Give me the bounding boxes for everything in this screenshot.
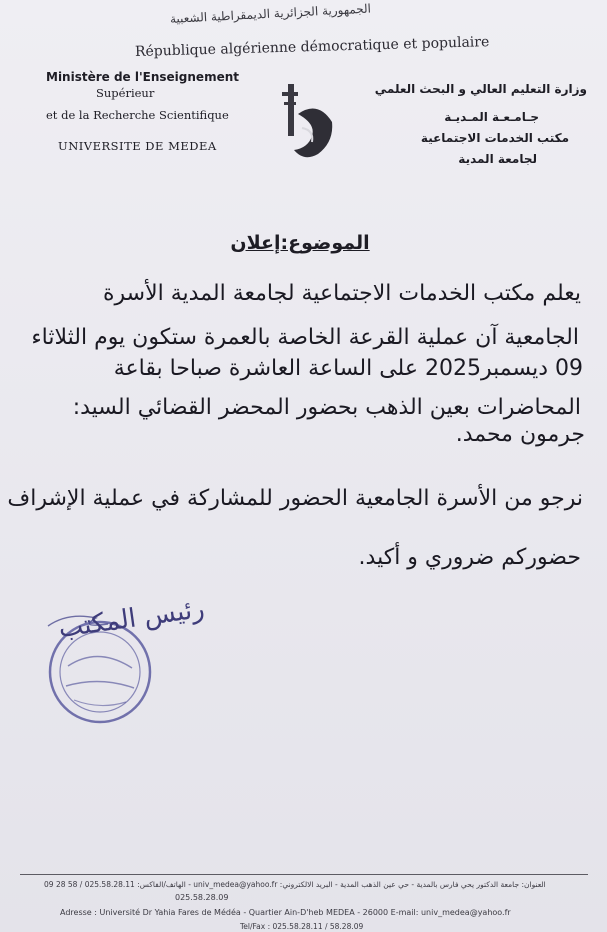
signature-title: رئيس المكتب <box>56 593 207 645</box>
ministry-fr-line1: Ministère de l'Enseignement <box>46 70 239 84</box>
body-paragraph-3: حضوركم ضروري و أكيد. <box>358 545 581 570</box>
footer-address-fr: Adresse : Université Dr Yahia Fares de Médéa - Quartier Ain-D'heb MEDEA - 26000 E-mail: univ_medea@yahoo.fr <box>60 908 511 917</box>
footer-phone: 025.58.28.09 <box>175 893 229 902</box>
body-line: يعلم مكتب الخدمات الاجتماعية لجامعة المدية الأسرة <box>103 281 581 306</box>
footer-address-ar: العنوان: جامعة الدكتور يحي فارس بالمدية - حي عين الذهب المدية - البريد الالكتروني: univ_medea@yahoo.fr - الهاتف/الفاكس: 025.58.28.11 / 58 28 09 <box>44 880 546 889</box>
body-line: جرمون محمد. <box>455 422 585 447</box>
body-line: الجامعية آن عملية القرعة الخاصة بالعمرة ستكون يوم الثلاثاء <box>31 325 579 350</box>
ministry-ar: وزارة التعليم العالي و البحث العلمي <box>374 82 587 96</box>
body-line: 09 ديسمبر2025 على الساعة العاشرة صباحا بقاعة <box>113 356 583 381</box>
ministry-fr-line3: et de la Recherche Scientifique <box>46 108 229 122</box>
university-logo-icon <box>278 78 336 162</box>
footer-divider <box>20 874 588 875</box>
subject-heading: الموضوع:إعلان <box>230 232 370 254</box>
body-line: المحاضرات بعين الذهب بحضور المحضر القضائي السيد: <box>72 395 581 420</box>
body-paragraph-2: نرجو من الأسرة الجامعية الحضور للمشاركة في عملية الإشراف <box>7 486 583 511</box>
office-ar-line1: مكتب الخدمات الاجتماعية <box>420 131 569 145</box>
ministry-fr-line2: Supérieur <box>96 86 155 100</box>
office-ar-line2: لجامعة المدية <box>458 152 537 166</box>
university-fr: UNIVERSITE DE MEDEA <box>58 139 217 153</box>
university-ar: جـامـعـة المـديـة <box>444 110 539 124</box>
footer-telfax: Tel/Fax : 025.58.28.11 / 58.28.09 <box>240 922 364 931</box>
french-republic-heading: République algérienne démocratique et populaire <box>134 34 490 60</box>
arabic-republic-heading: الجمهورية الجزائرية الديمقراطية الشعبية <box>169 1 372 26</box>
